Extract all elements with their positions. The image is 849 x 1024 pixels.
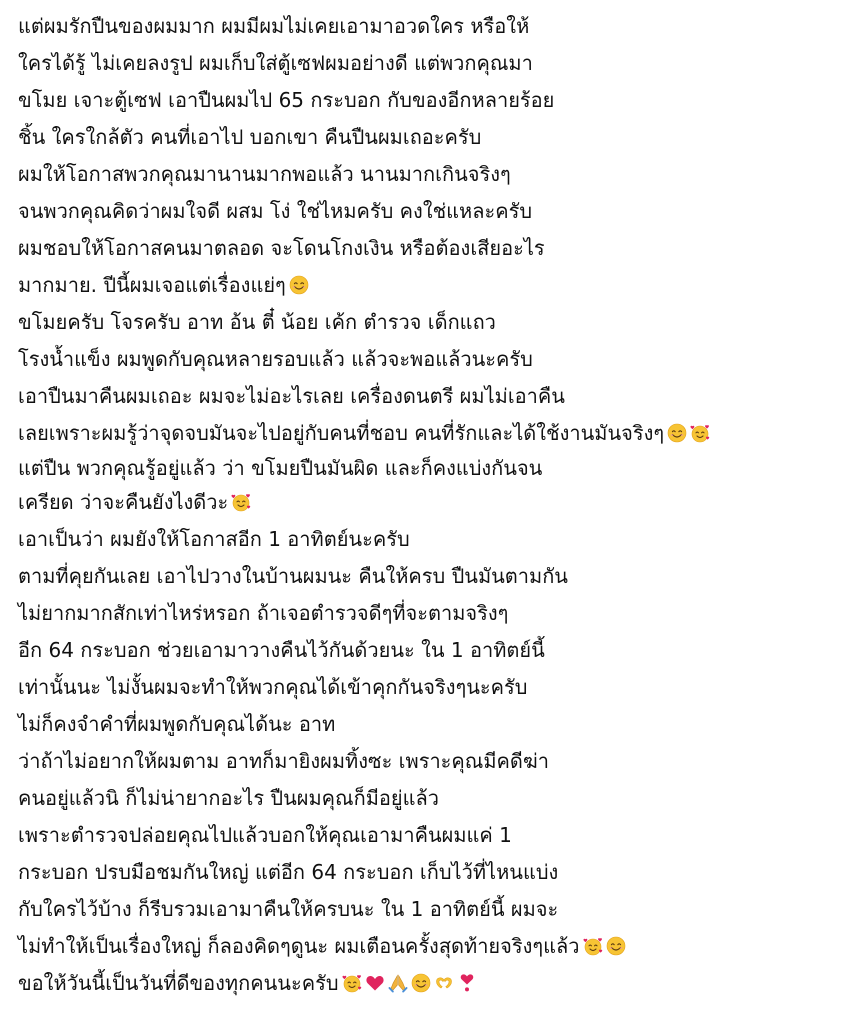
post-line — [18, 341, 838, 378]
post-line-text: กระบอก ปรบมือชมกันใหญ่ แต่อีก 64 กระบอก เก็บไว้ที่ไหนแบ่ง — [18, 860, 559, 884]
post-line-text: เลยเพราะผมรู้ว่าจุดจบมันจะไปอยู่กับคนที่ชอบ คนที่รักและได้ใช้งานมันจริงๆ — [18, 421, 665, 445]
post-line — [18, 45, 838, 82]
post-line-text: ผมชอบให้โอกาสคนมาตลอด จะโดนโกงเงิน หรือต้องเสียอะไร — [18, 236, 545, 260]
post-line — [18, 558, 838, 595]
post-line-text: ขอให้วันนี้เป็นวันที่ดีของทุกคนนะครับ — [18, 971, 339, 995]
post-line — [18, 82, 838, 119]
post-line — [18, 817, 838, 854]
post-line — [18, 452, 838, 484]
post-line — [18, 928, 838, 965]
post-line-text: ใครได้รู้ ไม่เคยลงรูป ผมเก็บใส่ตู้เซฟผมอย่างดี แต่พวกคุณมา — [18, 51, 533, 75]
post-line-text: ไม่ยากมากสักเท่าไหร่หรอก ถ้าเจอตำรวจดีๆที่จะตามจริงๆ — [18, 601, 509, 625]
post-line-text: แต่ผมรักปืนของผมมาก ผมมีผมไม่เคยเอามาอวดใคร หรือให้ — [18, 14, 530, 38]
folded-hands-icon — [388, 973, 408, 993]
post-line — [18, 780, 838, 817]
red-heart-icon — [365, 973, 385, 993]
post-line — [18, 8, 838, 45]
smile-icon — [289, 275, 309, 295]
post-line-text: โรงน้ำแข็ง ผมพูดกับคุณหลายรอบแล้ว แล้วจะพอแล้วนะครับ — [18, 347, 533, 371]
smiling-hearts-icon — [231, 492, 251, 512]
post-line-text: มากมาย. ปีนี้ผมเจอแต่เรื่องแย่ๆ — [18, 273, 286, 297]
post-text — [18, 8, 838, 1002]
post-line-text: ขโมย เจาะตู้เซฟ เอาปืนผมไป 65 กระบอก กับของอีกหลายร้อย — [18, 88, 555, 112]
post-line-text: ไม่ก็คงจำคำที่ผมพูดกับคุณได้นะ อาท — [18, 712, 336, 736]
post-line — [18, 743, 838, 780]
smiling-hearts-icon — [690, 423, 710, 443]
post-line — [18, 521, 838, 558]
post-line — [18, 669, 838, 706]
post-line-text: ชิ้น ใครใกล้ตัว คนที่เอาไป บอกเขา คืนปืนผมเถอะครับ — [18, 125, 482, 149]
post-line-text: อีก 64 กระบอก ช่วยเอามาวางคืนไว้กันด้วยนะ ใน 1 อาทิตย์นี้ — [18, 638, 545, 662]
post-line-text: เท่านั้นนะ ไม่งั้นผมจะทำให้พวกคุณได้เข้าคุกกันจริงๆนะครับ — [18, 675, 528, 699]
smile-icon — [667, 423, 687, 443]
post-line — [18, 119, 838, 156]
post-line — [18, 156, 838, 193]
post-line — [18, 193, 838, 230]
post-line — [18, 706, 838, 743]
post-line-text: ว่าถ้าไม่อยากให้ผมตาม อาทก็มายิงผมทิ้งซะ เพราะคุณมีคดีฆ่า — [18, 749, 549, 773]
post-line-text: กับใครไว้บ้าง ก็รีบรวมเอามาคืนให้ครบนะ ใน 1 อาทิตย์นี้ ผมจะ — [18, 897, 559, 921]
smile-icon — [606, 936, 626, 956]
post-line — [18, 965, 838, 1002]
post-line — [18, 484, 838, 521]
post-line-text: เอาเป็นว่า ผมยังให้โอกาสอีก 1 อาทิตย์นะครับ — [18, 527, 410, 551]
post-line-text: ขโมยครับ โจรครับ อาท อ้น ตี๋ น้อย เค้ก ตำรวจ เด็กแถว — [18, 310, 496, 334]
post-line — [18, 595, 838, 632]
post-line — [18, 854, 838, 891]
post-line-text: แต่ปืน พวกคุณรู้อยู่แล้ว ว่า ขโมยปืนมันผิด และก็คงแบ่งกันจน — [18, 456, 543, 480]
post-line — [18, 891, 838, 928]
post-line — [18, 632, 838, 669]
smiling-hearts-icon — [583, 936, 603, 956]
post-line-text: คนอยู่แล้วนิ ก็ไม่น่ายากอะไร ปืนผมคุณก็มีอยู่แล้ว — [18, 786, 440, 810]
post-line-text: เพราะตำรวจปล่อยคุณไปแล้วบอกให้คุณเอามาคืนผมแค่ 1 — [18, 823, 512, 847]
post-line-text: เครียด ว่าจะคืนยังไงดีวะ — [18, 490, 229, 514]
smiling-hearts-icon — [342, 973, 362, 993]
post-line — [18, 267, 838, 304]
post-line — [18, 230, 838, 267]
post-line-text: จนพวกคุณคิดว่าผมใจดี ผสม โง่ ใช่ไหมครับ คงใช่แหละครับ — [18, 199, 533, 223]
post-line-text: ตามที่คุยกันเลย เอาไปวางในบ้านผมนะ คืนให้ครบ ปืนมันตามกัน — [18, 564, 568, 588]
post-line-text: เอาปืนมาคืนผมเถอะ ผมจะไม่อะไรเลย เครื่องดนตรี ผมไม่เอาคืน — [18, 384, 565, 408]
post-line-text: ผมให้โอกาสพวกคุณมานานมากพอแล้ว นานมากเกินจริงๆ — [18, 162, 511, 186]
heart-exclamation-icon — [457, 973, 477, 993]
post-line — [18, 304, 838, 341]
heart-hands-icon — [434, 973, 454, 993]
post-line — [18, 378, 838, 415]
post-line — [18, 415, 838, 452]
post-line-text: ไม่ทำให้เป็นเรื่องใหญ่ ก็ลองคิดๆดูนะ ผมเตือนครั้งสุดท้ายจริงๆแล้ว — [18, 934, 580, 958]
smile-icon — [411, 973, 431, 993]
